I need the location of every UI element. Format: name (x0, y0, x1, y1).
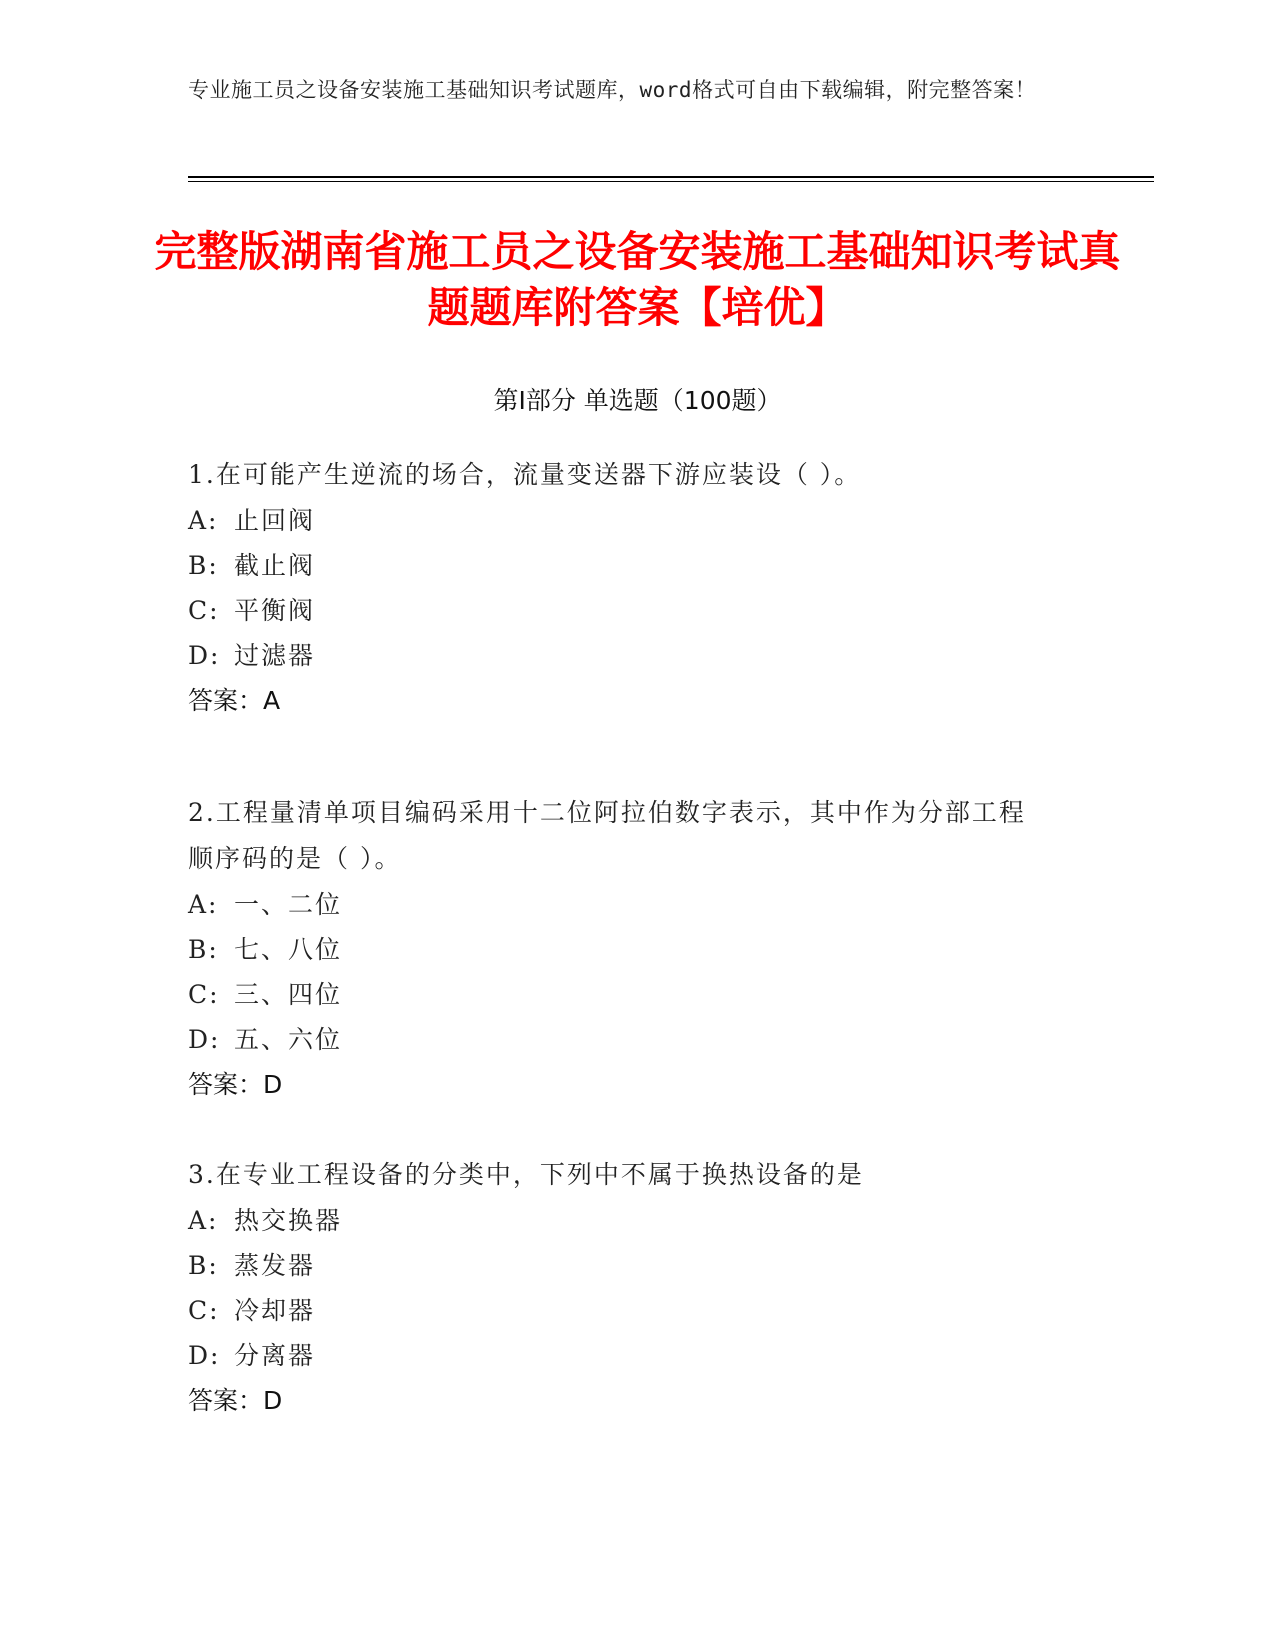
option-key: A: (188, 1206, 219, 1235)
option-key: D: (188, 641, 221, 670)
option-text: 截止阀 (234, 551, 316, 580)
option-a (188, 1198, 1088, 1243)
question-stem: 1.在可能产生逆流的场合，流量变送器下游应装设（ ）。 (188, 460, 862, 489)
option-text: 蒸发器 (234, 1251, 316, 1280)
question-2 (188, 790, 1048, 1108)
option-c (188, 1288, 1088, 1333)
option-key: C: (188, 596, 220, 625)
option-key: D: (188, 1025, 221, 1054)
option-c (188, 588, 1088, 633)
option-d (188, 1333, 1088, 1378)
option-b (188, 927, 1048, 972)
option-text: 七、八位 (234, 935, 343, 964)
answer: 答案：D (188, 1070, 283, 1099)
header-note: 专业施工员之设备安装施工基础知识考试题库，word格式可自由下载编辑，附完整答案！ (188, 78, 1037, 102)
option-text: 平衡阀 (234, 596, 316, 625)
option-b (188, 543, 1088, 588)
question-stem: 2.工程量清单项目编码采用十二位阿拉伯数字表示，其中作为分部工程顺序码的是（ ）。 (188, 798, 1026, 873)
option-key: C: (188, 1296, 220, 1325)
header-divider-thick (188, 176, 1154, 178)
section-heading: 第Ⅰ部分 单选题（100题） (493, 386, 782, 415)
option-a (188, 498, 1088, 543)
option-key: C: (188, 980, 220, 1009)
question-1 (188, 452, 1088, 724)
option-key: B: (188, 551, 219, 580)
option-text: 冷却器 (234, 1296, 316, 1325)
option-text: 三、四位 (234, 980, 343, 1009)
document-title: 完整版湖南省施工员之设备安装施工基础知识考试真题题库附答案【培优】 (154, 227, 1121, 332)
answer: 答案：D (188, 1386, 283, 1415)
option-c (188, 972, 1048, 1017)
option-text: 分离器 (234, 1341, 316, 1370)
option-key: B: (188, 1251, 219, 1280)
option-a (188, 882, 1048, 927)
option-text: 过滤器 (234, 641, 316, 670)
option-d (188, 633, 1088, 678)
option-key: A: (188, 890, 219, 919)
option-b (188, 1243, 1088, 1288)
option-text: 止回阀 (234, 506, 316, 535)
question-3 (188, 1152, 1088, 1424)
answer: 答案：A (188, 686, 281, 715)
option-key: A: (188, 506, 219, 535)
question-stem: 3.在专业工程设备的分类中，下列中不属于换热设备的是 (188, 1160, 864, 1189)
option-key: B: (188, 935, 219, 964)
option-key: D: (188, 1341, 221, 1370)
option-text: 五、六位 (234, 1025, 343, 1054)
option-d (188, 1017, 1048, 1062)
header-divider-thin (188, 181, 1154, 182)
option-text: 热交换器 (234, 1206, 343, 1235)
option-text: 一、二位 (234, 890, 343, 919)
